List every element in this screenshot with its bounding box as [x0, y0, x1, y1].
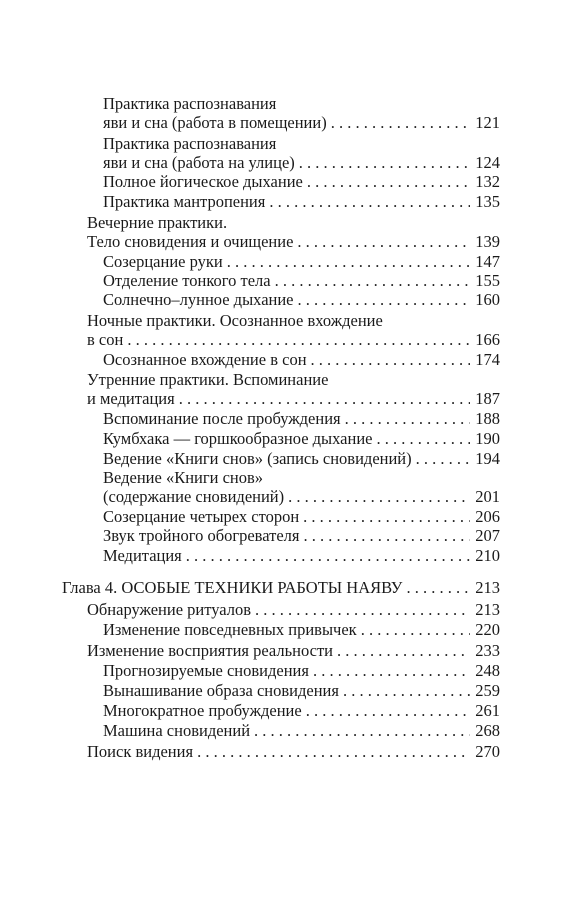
- toc-page-number: 268: [475, 721, 500, 740]
- toc-entry-title: Ведение «Книги снов»: [103, 468, 264, 487]
- toc-entry-title: Ведение «Книги снов» (запись сновидений): [103, 449, 412, 468]
- toc-dot-leader: [361, 620, 470, 640]
- toc-entry-title: Вынашивание образа сновидения: [103, 681, 339, 700]
- toc-entry-title: в сон: [87, 330, 124, 349]
- toc-page-number: 147: [475, 252, 500, 271]
- toc-page-number: 213: [475, 578, 500, 597]
- toc-page-number: 220: [475, 620, 500, 639]
- toc-entry-title: Многократное пробуждение: [103, 701, 302, 720]
- toc-entry-title: Поиск видения: [87, 742, 194, 761]
- toc-page-number: 121: [475, 113, 500, 132]
- toc-entry-line: [103, 350, 500, 370]
- toc-entry-title: Практика мантропения: [103, 192, 266, 211]
- toc-page-number: 201: [475, 487, 500, 506]
- toc-entry-line: [87, 370, 500, 390]
- toc-page-number: 233: [475, 641, 500, 660]
- toc-entry-line: [103, 134, 500, 154]
- toc-entry-line: [103, 526, 500, 546]
- toc-entry-title: (содержание сновидений): [103, 487, 285, 506]
- toc-entry-title: Созерцание руки: [103, 252, 223, 271]
- toc-dot-leader: [303, 507, 470, 527]
- toc-dot-leader: [179, 389, 470, 409]
- toc-entry-title: Отделение тонкого тела: [103, 271, 271, 290]
- toc-entry-line: [103, 113, 500, 133]
- toc-entry-title: Машина сновидений: [103, 721, 251, 740]
- toc-page-number: 135: [475, 192, 500, 211]
- toc-entry-line: [103, 172, 500, 192]
- toc-dot-leader: [288, 487, 470, 507]
- toc-entry-line: [87, 213, 500, 233]
- toc-dot-leader: [337, 641, 470, 661]
- toc-page-number: 261: [475, 701, 500, 720]
- toc-entry-line: [87, 330, 500, 350]
- toc-page-number: 160: [475, 290, 500, 309]
- toc-dot-leader: [307, 172, 470, 192]
- toc-dot-leader: [186, 546, 470, 566]
- toc-dot-leader: [345, 409, 470, 429]
- toc-entry-line: [87, 641, 500, 661]
- toc-dot-leader: [331, 113, 470, 133]
- toc-page-number: 270: [475, 742, 500, 761]
- toc-entry-title: Прогнозируемые сновидения: [103, 661, 309, 680]
- toc-page-number: 187: [475, 389, 500, 408]
- toc-dot-leader: [269, 192, 470, 212]
- toc-dot-leader: [298, 290, 470, 310]
- toc-entry-title: Ночные практики. Осознанное вхождение: [87, 311, 383, 330]
- toc-entry-title: яви и сна (работа в помещении): [103, 113, 327, 132]
- toc-entry-line: [87, 389, 500, 409]
- toc-entry-line: [103, 620, 500, 640]
- toc-entry-title: Утренние практики. Вспоминание: [87, 370, 329, 389]
- toc-dot-leader: [306, 701, 470, 721]
- toc-dot-leader: [416, 449, 470, 469]
- toc-entry-title: Практика распознавания: [103, 134, 277, 153]
- toc-page-number: 194: [475, 449, 500, 468]
- toc-entry-title: Глава 4. ОСОБЫЕ ТЕХНИКИ РАБОТЫ НАЯВУ: [62, 578, 403, 597]
- toc-dot-leader: [197, 742, 470, 762]
- toc-entry-title: Солнечно–лунное дыхание: [103, 290, 294, 309]
- toc-dot-leader: [227, 252, 470, 272]
- toc-entry-title: Обнаружение ритуалов: [87, 600, 251, 619]
- toc-entry-line: [103, 701, 500, 721]
- toc-entry-title: Изменение повседневных привычек: [103, 620, 357, 639]
- toc-entry-line: [103, 409, 500, 429]
- toc-entry-line: [103, 252, 500, 272]
- toc-entry-line: [103, 192, 500, 212]
- toc-dot-leader: [127, 330, 470, 350]
- toc-dot-leader: [343, 681, 470, 701]
- toc-entry-title: Кумбхака — горшкообразное дыхание: [103, 429, 373, 448]
- toc-entry-line: [103, 290, 500, 310]
- toc-page-number: 248: [475, 661, 500, 680]
- toc-entry-title: Созерцание четырех сторон: [103, 507, 300, 526]
- toc-dot-leader: [299, 153, 470, 173]
- toc-dot-leader: [304, 526, 470, 546]
- toc-page-number: 166: [475, 330, 500, 349]
- toc-entry-title: Практика распознавания: [103, 94, 277, 113]
- toc-entry-line: [103, 681, 500, 701]
- toc-page-number: 174: [475, 350, 500, 369]
- toc-page-number: 210: [475, 546, 500, 565]
- toc-page-number: 213: [475, 600, 500, 619]
- toc-page-number: 132: [475, 172, 500, 191]
- toc-entry-line: [103, 153, 500, 173]
- toc-page-number: 124: [475, 153, 500, 172]
- toc-page-number: 188: [475, 409, 500, 428]
- toc-dot-leader: [275, 271, 470, 291]
- toc-chapter-line: [62, 578, 500, 598]
- toc-entry-title: Изменение восприятия реальности: [87, 641, 334, 660]
- toc-page-number: 139: [475, 232, 500, 251]
- toc-entry-line: [103, 429, 500, 449]
- toc-dot-leader: [311, 350, 470, 370]
- toc-page-number: 259: [475, 681, 500, 700]
- toc-entry-title: Тело сновидения и очищение: [87, 232, 294, 251]
- toc-entry-line: [103, 468, 500, 488]
- toc-page-number: 155: [475, 271, 500, 290]
- toc-entry-title: яви и сна (работа на улице): [103, 153, 295, 172]
- toc-page-number: 207: [475, 526, 500, 545]
- toc-entry-line: [103, 271, 500, 291]
- toc-entry-title: Полное йогическое дыхание: [103, 172, 303, 191]
- toc-dot-leader: [297, 232, 470, 252]
- toc-entry-title: Вспоминание после пробуждения: [103, 409, 341, 428]
- toc-entry-line: [103, 449, 500, 469]
- toc-entry-line: [103, 661, 500, 681]
- toc-entry-line: [103, 721, 500, 741]
- toc-entry-line: [87, 311, 500, 331]
- toc-entry-title: Вечерние практики.: [87, 213, 228, 232]
- toc-entry-line: [87, 232, 500, 252]
- toc-entry-line: [103, 507, 500, 527]
- toc-dot-leader: [255, 600, 470, 620]
- toc-entry-title: Медитация: [103, 546, 182, 565]
- toc-page-number: 206: [475, 507, 500, 526]
- toc-entry-title: Осознанное вхождение в сон: [103, 350, 307, 369]
- toc-entry-title: Звук тройного обогревателя: [103, 526, 300, 545]
- toc-entry-line: [103, 487, 500, 507]
- toc-entry-line: [103, 94, 500, 114]
- toc-dot-leader: [254, 721, 470, 741]
- toc-entry-line: [87, 600, 500, 620]
- toc-dot-leader: [376, 429, 470, 449]
- toc-dot-leader: [406, 578, 470, 598]
- toc-page-number: 190: [475, 429, 500, 448]
- toc-entry-title: и медитация: [87, 389, 175, 408]
- toc-entry-line: [103, 546, 500, 566]
- toc-entry-line: [87, 742, 500, 762]
- toc-dot-leader: [313, 661, 470, 681]
